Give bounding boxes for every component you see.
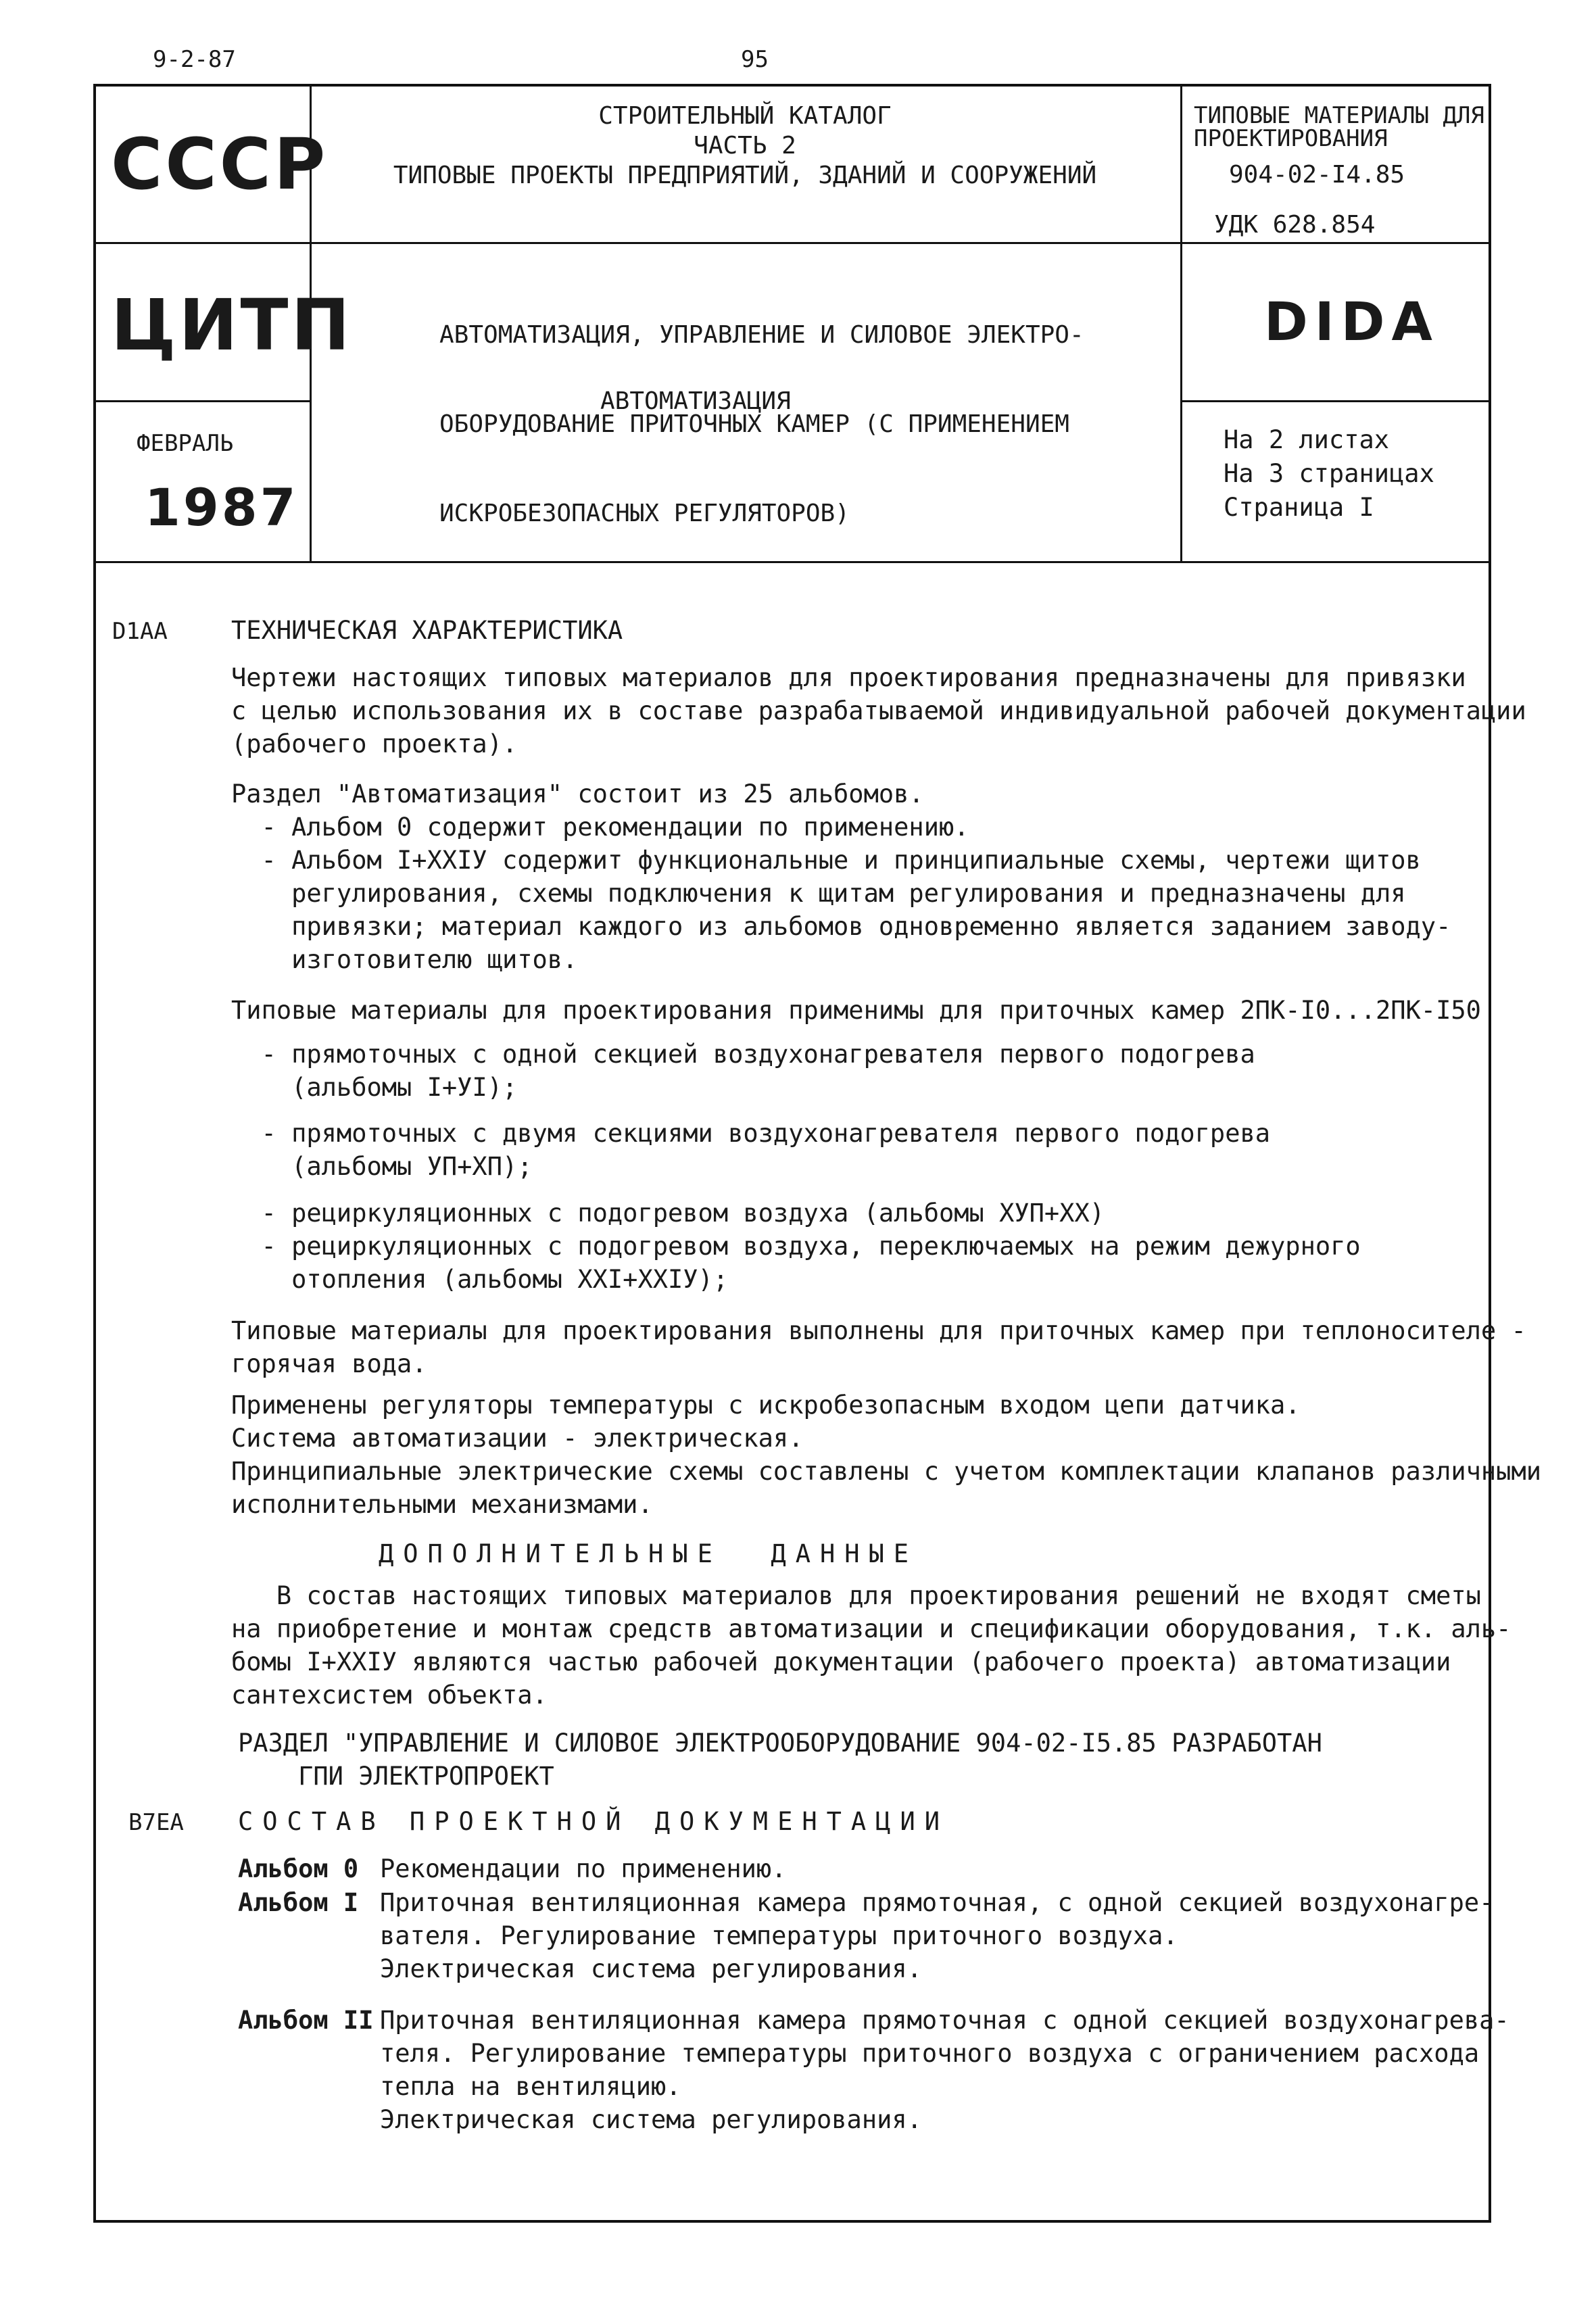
header-rule-center — [310, 242, 1180, 244]
catalog-line: ЧАСТЬ 2 — [694, 132, 796, 160]
corner-date: 9-2-87 — [153, 46, 236, 73]
catalog-block — [318, 101, 1172, 191]
tech-section-code: D1AA — [112, 618, 168, 645]
sheet-info-line: Страница I — [1224, 493, 1374, 522]
tech-paragraph: Применены регуляторы температуры с искробезопасным входом цепи датчика. Система автоматизации - электрическая. Принципиальные электрические схемы составлены с учетом комплектации клапанов различными исполнительными механизмами. — [231, 1391, 1542, 1519]
classification-code: DIDA — [1264, 292, 1439, 353]
sheet-info-line: На 2 листах — [1224, 425, 1390, 454]
album-label: Альбом II — [238, 2006, 374, 2035]
org-label: СССР — [111, 123, 329, 206]
tech-paragraph: - рециркуляционных с подогревом воздуха (альбомы ХУП+ХХ) - рециркуляционных с подогревом воздуха, переключаемых на режим дежурного отопления (альбомы ХХI+ХХIУ); — [261, 1199, 1361, 1294]
publisher-label: ЦИТП — [111, 284, 353, 366]
tech-paragraph: Раздел "Автоматизация" состоит из 25 альбомов. — [231, 779, 924, 809]
docs-section-code: B7EA — [128, 1809, 184, 1836]
header-bottom-rule — [93, 561, 1491, 563]
header-rule-left-2 — [93, 400, 310, 402]
title-line: ОБОРУДОВАНИЕ ПРИТОЧНЫХ КАМЕР (С ПРИМЕНЕНИЕМ — [439, 410, 1069, 438]
catalog-line: ТИПОВЫЕ ПРОЕКТЫ ПРЕДПРИЯТИЙ, ЗДАНИЙ И СООРУЖЕНИЙ — [393, 162, 1097, 189]
udk-code: УДК 628.854 — [1214, 211, 1376, 239]
extra-section-title: ДОПОЛНИТЕЛЬНЫЕ ДАННЫЕ — [379, 1539, 919, 1568]
designation: 904-02-I4.85 — [1229, 161, 1405, 189]
tech-paragraph: - прямоточных с двумя секциями воздухонагревателя первого подогрева (альбомы УП+ХП); — [261, 1119, 1271, 1181]
catalog-line: СТРОИТЕЛЬНЫЙ КАТАЛОГ — [598, 102, 892, 130]
title-line: ИСКРОБЕЗОПАСНЫХ РЕГУЛЯТОРОВ) — [439, 500, 850, 527]
tech-paragraph: - прямоточных с одной секцией воздухонагревателя первого подогрева (альбомы I+УI); — [261, 1040, 1255, 1102]
issue-month: ФЕВРАЛЬ — [137, 430, 234, 457]
materials-line: ПРОЕКТИРОВАНИЯ — [1194, 125, 1388, 152]
album-text: Приточная вентиляционная камера прямоточная, с одной секцией воздухонагре- вателя. Регулирование температуры приточного воздуха. Электрическая система регулирования. — [380, 1888, 1495, 1983]
materials-block — [1194, 104, 1484, 150]
album-text: Приточная вентиляционная камера прямоточная с одной секцией воздухонагрева- теля. Регулирование температуры приточного воздуха с ограничением расхода тепла на вентиляцию. Электрическая система регулирования. — [380, 2006, 1509, 2134]
header-rule-right-1 — [1180, 242, 1491, 244]
album-label: Альбом 0 — [238, 1854, 359, 1883]
document-subtitle: АВТОМАТИЗАЦИЯ — [600, 387, 791, 415]
tech-paragraph: Чертежи настоящих типовых материалов для проектирования предназначены для привязки с целью использования их в составе разрабатываемой индивидуальной рабочей документации (рабочего проекта). — [231, 663, 1526, 758]
page-number: 95 — [741, 46, 769, 73]
tech-paragraph: - Альбом 0 содержит рекомендации по применению. - Альбом I+XXIУ содержит функциональные и принципиальные схемы, чертежи щитов регулирования, схемы подключения к щитам регулирования и предназначены для привязки; материал каждого из альбомов одновременно является заданием заводу- изготовителю щитов. — [261, 813, 1451, 974]
album-text: Рекомендации по применению. — [380, 1854, 787, 1883]
tech-section-title: ТЕХНИЧЕСКАЯ ХАРАКТЕРИСТИКА — [231, 616, 623, 645]
title-line: АВТОМАТИЗАЦИЯ, УПРАВЛЕНИЕ И СИЛОВОЕ ЭЛЕКТРО- — [439, 321, 1084, 349]
materials-line: ТИПОВЫЕ МАТЕРИАЛЫ ДЛЯ — [1194, 102, 1484, 129]
sheet-info — [1224, 423, 1434, 525]
header-rule-right-2 — [1180, 400, 1491, 402]
header-divider-right — [1180, 84, 1182, 561]
tech-paragraph: Типовые материалы для проектирования выполнены для приточных камер при теплоносителе - горячая вода. — [231, 1316, 1526, 1378]
developer-note: РАЗДЕЛ "УПРАВЛЕНИЕ И СИЛОВОЕ ЭЛЕКТРООБОРУДОВАНИЕ 904-02-I5.85 РАЗРАБОТАН ГПИ ЭЛЕКТРОПРОЕКТ — [238, 1729, 1322, 1791]
tech-paragraph: Типовые материалы для проектирования применимы для приточных камер 2ПК-I0...2ПК-I50 — [231, 996, 1481, 1025]
docs-section-title: СОСТАВ ПРОЕКТНОЙ ДОКУМЕНТАЦИИ — [238, 1807, 950, 1836]
album-label: Альбом I — [238, 1888, 359, 1917]
header-rule-left-1 — [93, 242, 310, 244]
sheet-info-line: На 3 страницах — [1224, 459, 1434, 488]
issue-year: 1987 — [145, 477, 299, 537]
extra-paragraph: В состав настоящих типовых материалов для проектирования решений не входят сметы на приобретение и монтаж средств автоматизации и спецификации оборудования, т.к. аль- бомы I+XXIУ являются частью рабочей документации (рабочего проекта) автоматизации сантехсистем объекта. — [231, 1581, 1512, 1710]
